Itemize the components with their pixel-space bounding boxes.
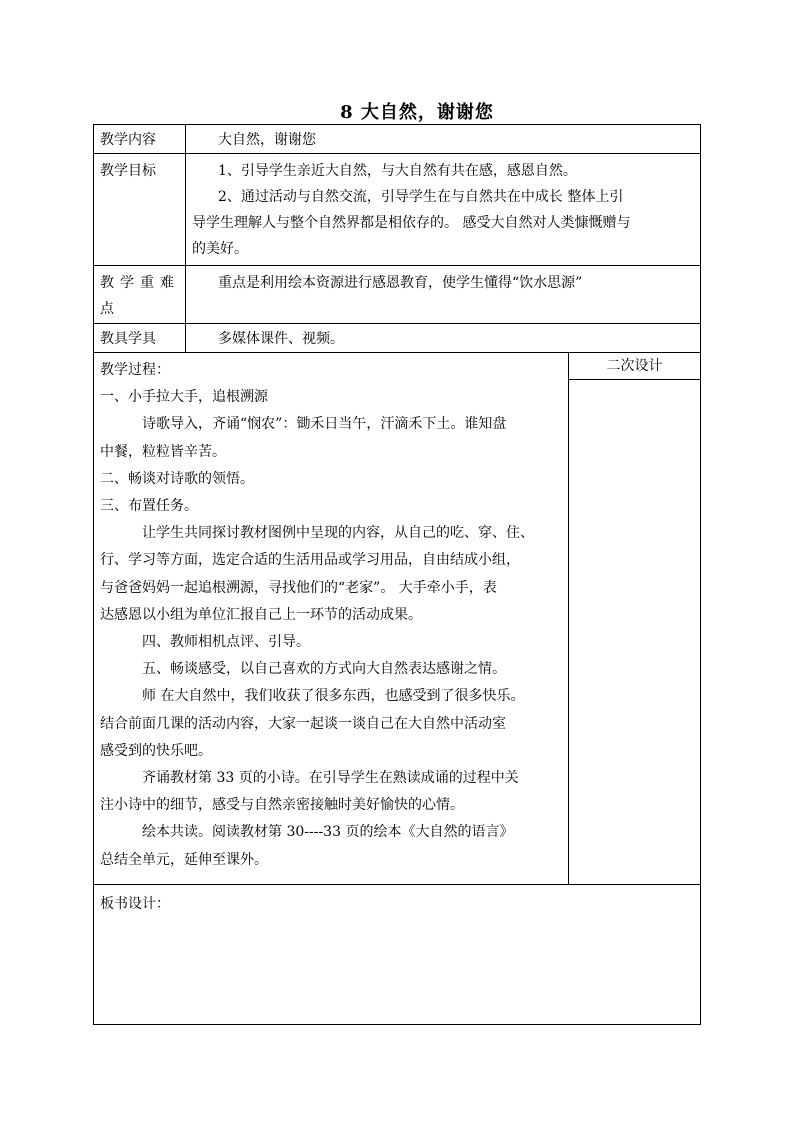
process-heading: 教学过程： <box>100 362 170 378</box>
row-tools <box>94 324 701 353</box>
tools-text: 多媒体课件、视频。 <box>218 331 344 347</box>
content-text: 大自然，谢谢您 <box>218 132 316 148</box>
process-line: 二、畅谈对诗歌的领悟。 <box>100 470 254 487</box>
label-tools: 教具学具 <box>94 324 186 353</box>
keypoints-label-line1: 教学重难 <box>100 275 180 291</box>
goal-line: 1、引导学生亲近大自然，与大自然有共在感，感恩自然。 <box>218 163 577 179</box>
label-keypoints <box>94 266 186 324</box>
goal-line: 导学生理解人与整个自然界都是相依存的。 感受大自然对人类慷慨赠与 <box>192 215 631 231</box>
process-line: 让学生共同探讨教材图例中呈现的内容，从自己的吃、穿、住、 <box>142 525 534 542</box>
keypoints-label-line2: 点 <box>100 301 114 317</box>
process-line: 总结全单元，延伸至课外。 <box>100 851 268 868</box>
goal-line: 2、通过活动与自然交流，引导学生在与自然共在中成长 整体上引 <box>218 189 624 205</box>
row-goals <box>94 154 701 266</box>
process-line: 达感恩以小组为单位汇报自己上一环节的活动成果。 <box>100 606 422 623</box>
row-content <box>94 125 701 154</box>
row-keypoints <box>94 266 701 324</box>
second-design-heading: 二次设计 <box>569 353 700 380</box>
process-line: 四、教师相机点评、引导。 <box>142 634 310 651</box>
process-line: 师 在大自然中，我们收获了很多东西，也感受到了很多快乐。 <box>142 688 525 705</box>
process-line: 绘本共读。阅读教材第 30----33 页的绘本《大自然的语言》 <box>142 824 514 841</box>
process-line: 中餐，粒粒皆辛苦。 <box>100 443 226 460</box>
label-content: 教学内容 <box>94 125 186 154</box>
process-line: 诗歌导入，齐诵“悯农”：锄禾日当午，汗滴禾下土。谁知盘 <box>142 416 507 433</box>
value-keypoints <box>186 266 701 324</box>
page-title: 8 大自然，谢谢您 <box>340 102 494 123</box>
process-line: 一、小手拉大手，追根溯源 <box>100 389 268 406</box>
process-line: 五、畅谈感受，以自己喜欢的方式向大自然表达感谢之情。 <box>142 661 506 678</box>
second-design-cell <box>569 353 701 885</box>
row-process <box>94 353 701 885</box>
goal-line: 的美好。 <box>192 241 248 257</box>
process-line: 齐诵教材第 33 页的小诗。在引导学生在熟读成诵的过程中关 <box>142 770 519 787</box>
board-label: 板书设计： <box>100 896 170 912</box>
value-content <box>186 125 701 154</box>
label-goals: 教学目标 <box>94 154 186 266</box>
process-line: 结合前面几课的活动内容，大家一起谈一谈自己在大自然中活动室 <box>100 715 506 732</box>
keypoints-text: 重点是利用绘本资源进行感恩教育，使学生懂得“饮水思源” <box>218 275 583 291</box>
process-line: 感受到的快乐吧。 <box>100 742 212 759</box>
row-board <box>94 885 701 1025</box>
process-cell <box>94 353 569 885</box>
process-line: 与爸爸妈妈一起追根溯源，寻找他们的“老家”。 大手牵小手，表 <box>100 579 497 596</box>
value-goals <box>186 154 701 266</box>
lesson-plan-table <box>93 124 701 1025</box>
process-line: 三、布置任务。 <box>100 498 198 515</box>
process-line: 注小诗中的细节，感受与自然亲密接触时美好愉快的心情。 <box>100 797 464 814</box>
board-cell <box>94 885 701 1025</box>
value-tools <box>186 324 701 353</box>
process-line: 行、学习等方面，选定合适的生活用品或学习用品，自由结成小组， <box>100 552 520 569</box>
